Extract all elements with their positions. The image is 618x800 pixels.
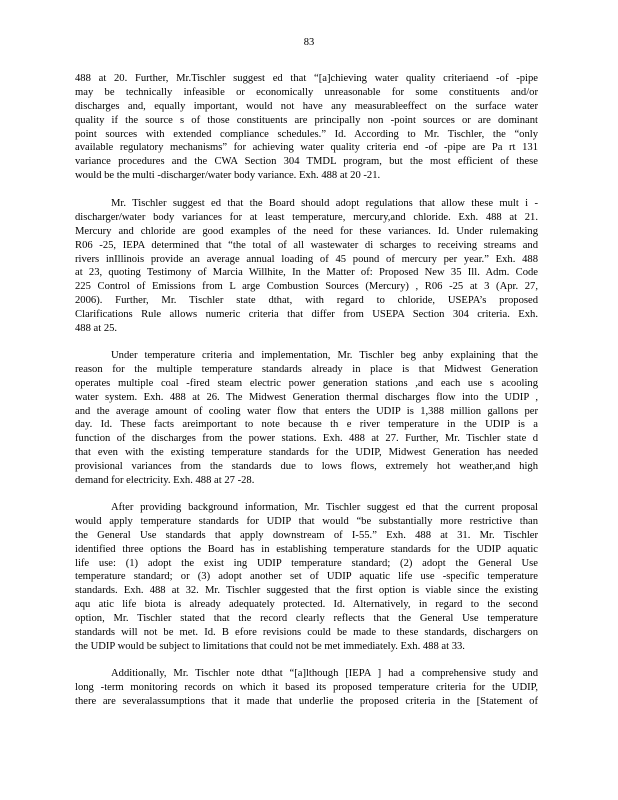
text-line: would be the multi -discharger/water body variance. Exh. 488 at 20 -21. [75,170,381,182]
text-line: 225 Control of Emissions from L arge Combustion Sources (Mercury) , R06 -25 at 3 (Apr. 27, [75,281,538,293]
text-line: and the average amount of cooling water flow that enters the UDIP is 1,388 million gallons per [75,405,538,417]
text-line: aqu atic life biota is already adequately protected. Id. Alternatively, in regard to the second [75,599,538,611]
paragraph-3 [75,349,538,488]
text-line: option, Mr. Tischler stated that the record clearly reflects that the General Use temperature [75,613,538,625]
text-line: standards will not be met. Id. B efore revisions could be made to these standards, dischargers on [75,627,538,639]
text-line: 488 at 25. [75,323,118,335]
text-line: R06 -25, IEPA determined that “the total of all wastewater di scharges to receiving streams and [75,239,538,251]
text-line: demand for electricity. Exh. 488 at 27 -28. [75,475,255,487]
text-line: 488 at 20. Further, Mr.Tischler suggest ed that “[a]chieving water quality criteriaend -of -pipe [75,73,538,84]
page-number: 83 [303,37,315,48]
paragraph-1 [75,72,538,183]
text-line: long -term monitoring records on which it based its proposed temperature criteria for the UDIP, [75,681,538,693]
text-line: Mercury and chloride are good examples of the need for these variances. Id. Under rulemaking [75,225,538,237]
text-line: the General Use standards that apply downstream of I-55.” Exh. 488 at 31. Mr. Tischler [75,529,538,541]
text-line: Under temperature criteria and implementation, Mr. Tischler beg anby explaining that the [111,350,538,361]
text-line: provisional variances from the standards due to lows flows, extremely hot weather,and high [75,461,538,473]
text-line: standards. Exh. 488 at 32. Mr. Tischler suggested that the first option is viable since the existing [75,585,538,597]
text-line: at 23, quoting Testimony of Marcia Willhite, In the Matter of: Proposed New 35 Ill. Adm. Code [75,267,538,279]
text-line: would apply temperature standards for UDIP that would “be substantially more restrictive than [75,515,538,527]
text-line: temperature standard; or (3) adopt another set of UDIP aquatic life use -specific temperature [75,571,538,583]
text-line: identified three options the Board has in establishing temperature standards for the UDIP aquatic [75,543,538,555]
text-line: the UDIP would be subject to limitations that could not be met immediately. Exh. 488 at 33. [75,640,465,652]
text-line: Additionally, Mr. Tischler note dthat “[a]lthough [IEPA ] had a comprehensive study and [111,668,538,679]
text-line: point sources with extended compliance schedules.” Id. According to Mr. Tischler, the “only [75,128,538,140]
text-line: discharges and, equally important, would not have any measurableeffect on the surface water [75,100,538,112]
text-line: reason for the multiple temperature standards already in place is that Midwest Generation [75,363,538,375]
text-line: Mr. Tischler suggest ed that the Board should adopt regulations that allow these mult i - [111,198,538,209]
text-line: quality if the source s of those constituents are principally non -point sources or are dominant [75,114,538,126]
text-line: water system. Exh. 488 at 26. The Midwest Generation thermal discharges flow into the UDIP , [75,391,538,403]
text-line: After providing background information, Mr. Tischler suggest ed that the current proposal [111,502,538,513]
text-line: function of the discharges from the power stations. Exh. 488 at 27. Further, Mr. Tischler state d [75,433,538,445]
text-line: day. Id. These facts areimportant to note because th e river temperature in the UDIP is a [75,419,538,431]
text-line: life use: (1) adopt the exist ing UDIP temperature standard; (2) adopt the General Use [75,557,538,569]
text-line: available regulatory mechanisms” for achieving water quality criteria end -of -pipe are Pa rt 131 [75,142,538,154]
text-line: may be technically infeasible or economically unreasonable for some constituents and/or [75,86,538,98]
text-line: discharger/water body variances for at least temperature, mercury,and chloride. Exh. 488 at 21. [75,211,538,223]
text-line: rivers inIllinois provide an average annual loading of 45 pound of mercury per year.” Exh. 488 [75,253,538,265]
text-line: that even with the existing temperature standards for the UDIP, Midwest Generation has needed [75,447,538,459]
paragraph-4 [75,501,538,654]
text-line: Clarifications Rule allows numeric criteria that differ from USEPA Section 304 criteria. Exh. [75,309,538,321]
paragraph-2 [75,197,538,336]
text-line: there are severalassumptions that it made that underlie the proposed criteria in the [Statement of [75,695,538,707]
text-line: variance procedures and the CWA Section 304 TMDL program, but the most efficient of these [75,156,538,168]
text-line: 2006). Further, Mr. Tischler state dthat, with regard to chloride, USEPA’s proposed [75,295,538,307]
paragraph-5 [75,667,538,709]
text-line: operates multiple coal -fired steam electric power generation stations ,and each use s acooling [75,377,538,389]
